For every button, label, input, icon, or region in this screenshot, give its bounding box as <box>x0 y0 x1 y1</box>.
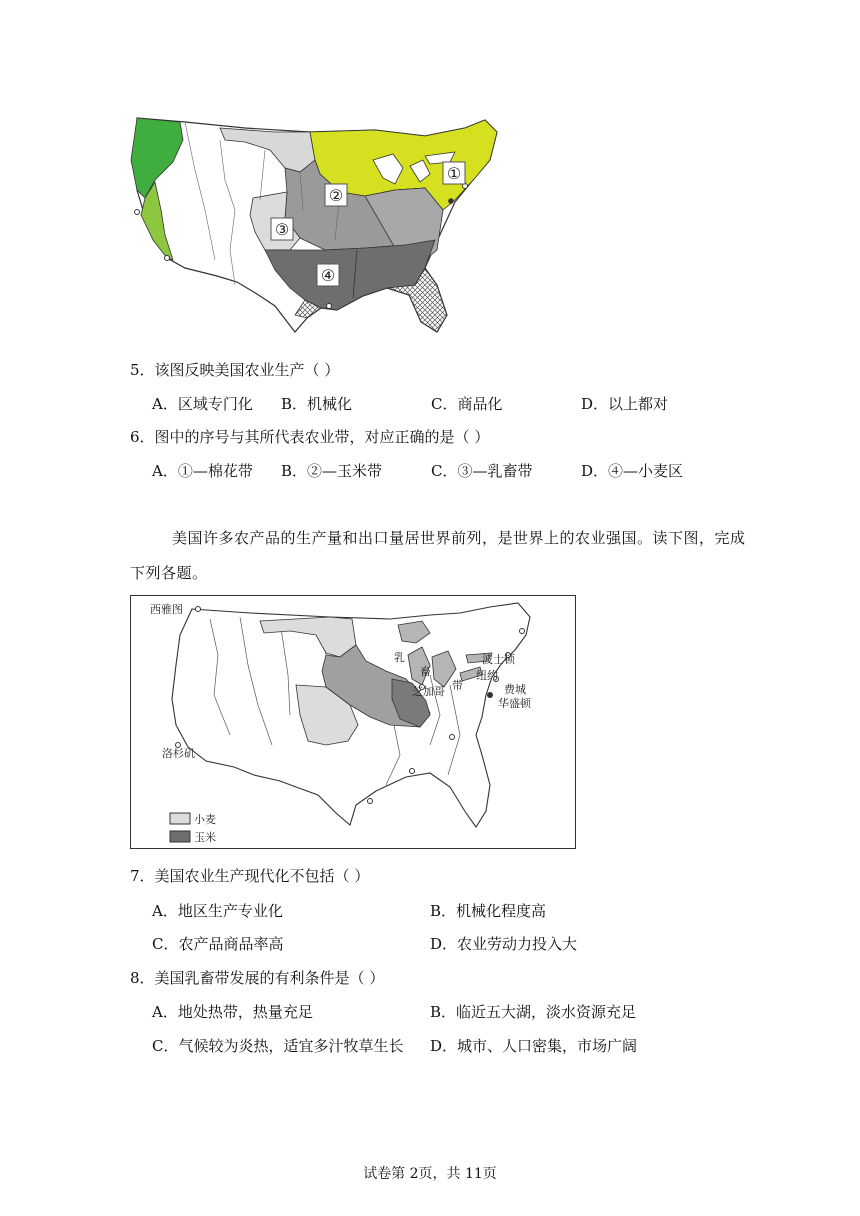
q8-option-d[interactable]: D．城市、人口密集，市场广阔 <box>430 1037 638 1055</box>
legend-corn: 玉米 <box>194 831 216 844</box>
city-washington: 华盛顿 <box>498 697 531 710</box>
q5-option-c[interactable]: C．商品化 <box>431 395 503 413</box>
question-5: 5．该图反映美国农业生产（ ） <box>130 361 340 379</box>
svg-text:①: ① <box>446 164 462 183</box>
q8-option-b[interactable]: B．临近五大湖，淡水资源充足 <box>430 1003 637 1021</box>
q7-option-c[interactable]: C．农产品商品率高 <box>152 935 284 953</box>
q6-option-b[interactable]: B．②—玉米带 <box>281 462 383 480</box>
q7-option-b[interactable]: B．机械化程度高 <box>430 902 547 920</box>
marker-4 <box>317 264 339 286</box>
agriculture-belt-map <box>125 110 505 340</box>
legend-wheat: 小麦 <box>194 813 216 826</box>
question-6: 6．图中的序号与其所代表农业带，对应正确的是（ ） <box>130 428 490 446</box>
svg-text:③: ③ <box>274 220 290 239</box>
city-boston: 波士顿 <box>482 653 515 666</box>
q7-option-a[interactable]: A．地区生产专业化 <box>152 902 283 920</box>
question-7: 7．美国农业生产现代化不包括（ ） <box>130 867 370 885</box>
passage-line-1: 美国许多农产品的生产量和出口量居世界前列，是世界上的农业强国。读下图，完成 <box>172 529 746 547</box>
q8-option-a[interactable]: A．地处热带，热量充足 <box>152 1003 313 1021</box>
question-8: 8．美国乳畜带发展的有利条件是（ ） <box>130 969 385 987</box>
q6-option-a[interactable]: A．①—棉花带 <box>152 462 253 480</box>
marker-2 <box>325 184 347 206</box>
marker-1 <box>443 162 465 184</box>
dairy-label-2: 畜 <box>420 665 431 678</box>
q5-option-d[interactable]: D．以上都对 <box>581 395 669 413</box>
q6-option-d[interactable]: D．④—小麦区 <box>581 462 684 480</box>
svg-text:②: ② <box>328 186 344 205</box>
q6-option-c[interactable]: C．③—乳畜带 <box>431 462 533 480</box>
q8-option-c[interactable]: C．气候较为炎热，适宜多汁牧草生长 <box>152 1037 404 1055</box>
q5-option-b[interactable]: B．机械化 <box>281 395 353 413</box>
passage-line-2: 下列各题。 <box>130 564 208 582</box>
q7-option-d[interactable]: D．农业劳动力投入大 <box>430 935 578 953</box>
marker-3 <box>271 218 293 240</box>
city-chicago: 芝加哥 <box>412 685 445 698</box>
dairy-label-1: 乳 <box>394 651 405 664</box>
city-new-york: 纽约 <box>476 669 498 682</box>
svg-text:④: ④ <box>320 266 336 285</box>
q5-option-a[interactable]: A．区域专门化 <box>152 395 253 413</box>
city-philadelphia: 费城 <box>504 683 526 696</box>
wheat-corn-map <box>130 595 576 849</box>
page-footer: 试卷第 2页，共 11页 <box>363 1166 497 1182</box>
city-los-angeles: 洛杉矶 <box>162 747 195 760</box>
city-seattle: 西雅图 <box>150 603 183 616</box>
dairy-label-3: 带 <box>452 679 463 692</box>
